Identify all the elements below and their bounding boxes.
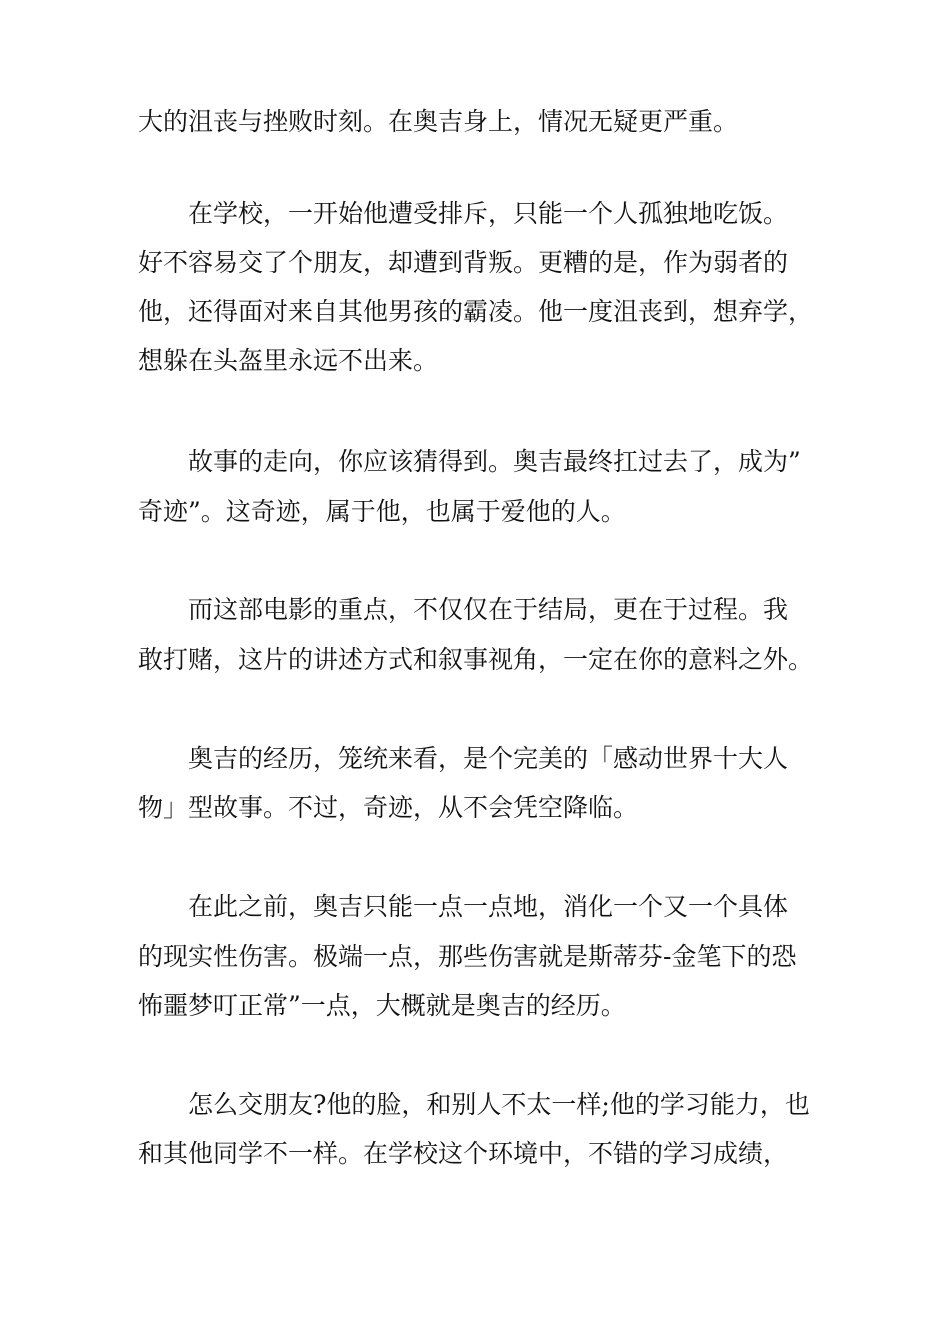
text-line: 物」型故事。不过，奇迹，从不会凭空降临。 — [138, 793, 639, 822]
text-line: 好不容易交了个朋友，却遭到背叛。更糟的是，作为弱者的 — [138, 248, 789, 277]
text-line: 在学校，一开始他遭受排斥，只能一个人孤独地吃饭。 — [188, 199, 789, 228]
text-line: 故事的走向，你应该猜得到。奥吉最终扛过去了，成为” — [188, 447, 801, 476]
text-line: 想躲在头盔里永远不出来。 — [138, 346, 439, 375]
text-line: 大的沮丧与挫败时刻。在奥吉身上，情况无疑更严重。 — [138, 107, 739, 136]
text-line: 怎么交朋友?他的脸，和别人不太一样;他的学习能力，也 — [188, 1090, 810, 1119]
text-line: 的现实性伤害。极端一点，那些伤害就是斯蒂芬-金笔下的恐 — [138, 942, 797, 971]
text-line: 奥吉的经历，笼统来看，是个完美的「感动世界十大人 — [188, 744, 789, 773]
text-line: 而这部电影的重点，不仅仅在于结局，更在于过程。我 — [188, 595, 789, 624]
text-line: 怖噩梦叮正常”一点，大概就是奥吉的经历。 — [138, 991, 626, 1020]
text-line: 敢打赌，这片的讲述方式和叙事视角，一定在你的意料之外。 — [138, 645, 814, 674]
text-line: 他，还得面对来自其他男孩的霸凌。他一度沮丧到，想弃学， — [138, 297, 814, 326]
text-line: 和其他同学不一样。在学校这个环境中，不错的学习成绩， — [138, 1139, 789, 1168]
text-line: 奇迹”。这奇迹，属于他，也属于爱他的人。 — [138, 497, 626, 526]
text-line: 在此之前，奥吉只能一点一点地，消化一个又一个具体 — [188, 892, 789, 921]
